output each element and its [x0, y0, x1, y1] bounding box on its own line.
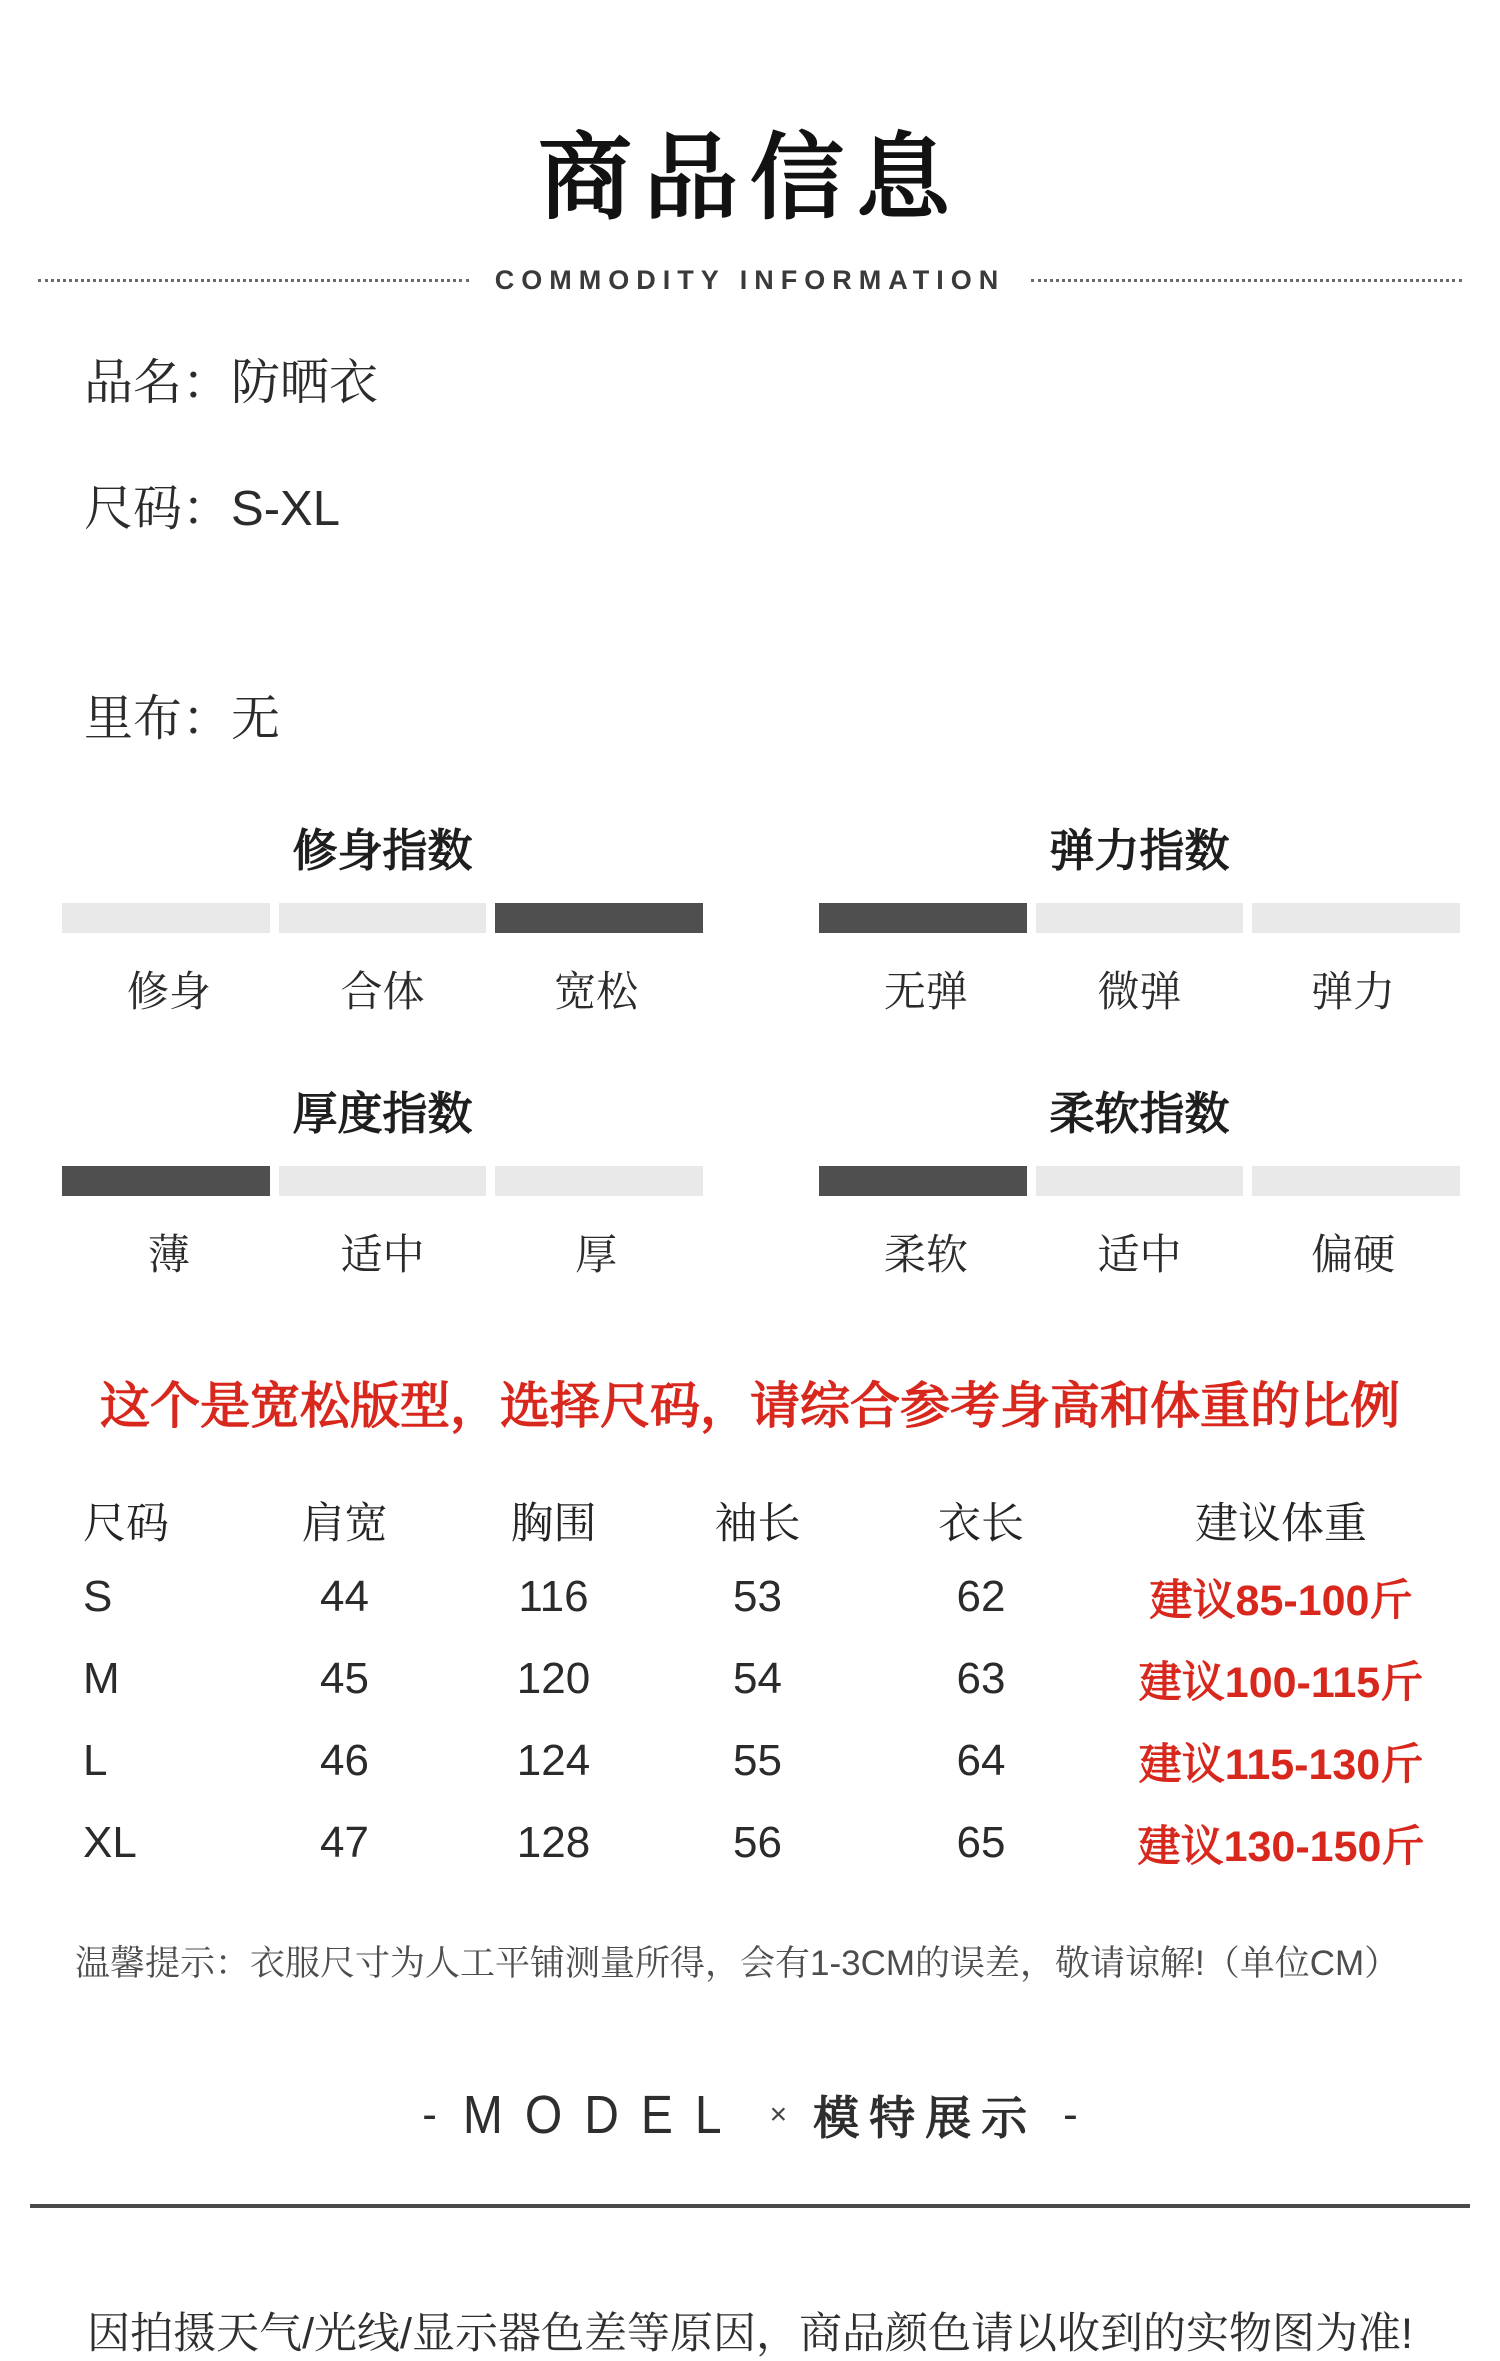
page-title: 商品信息: [537, 125, 962, 230]
product-size-row: [84, 470, 1500, 540]
page-subtitle: COMMODITY INFORMATION: [494, 265, 1006, 295]
size-cell: M: [83, 1654, 120, 1703]
fit-index-title: 修身指数: [292, 825, 473, 876]
sizing-notice: 这个是宽松版型，选择尺码，请综合参考身高和体重的比例: [100, 1378, 1400, 1434]
index-bar-segment: [1252, 1166, 1460, 1196]
index-bar-segment: [279, 1166, 487, 1196]
fit-index-group: [62, 814, 703, 1019]
index-bar-segment: [819, 903, 1027, 933]
column-header: 尺码: [83, 1499, 169, 1548]
index-label: 合体: [340, 968, 425, 1015]
product-name-value: 防晒衣: [231, 356, 379, 410]
table-row: [75, 1638, 1460, 1720]
index-bar-segment: [495, 903, 703, 933]
weight-suggestion-cell: 建议115-130斤: [1138, 1740, 1424, 1789]
page-header: [0, 0, 1500, 296]
softness-index-group: [819, 1077, 1460, 1282]
table-row: [75, 1720, 1460, 1802]
index-label: 柔软: [883, 1231, 968, 1278]
index-label: 弹力: [1311, 968, 1396, 1015]
times-separator: ×: [769, 2098, 788, 2131]
index-bar-segment: [495, 1166, 703, 1196]
index-label: 偏硬: [1311, 1231, 1396, 1278]
elasticity-index-group: [819, 814, 1460, 1019]
thickness-index-title: 厚度指数: [292, 1088, 473, 1139]
column-header: 袖长: [714, 1499, 801, 1548]
weight-suggestion-cell: 建议100-115斤: [1138, 1658, 1424, 1707]
weight-suggestion-cell: 建议85-100斤: [1149, 1576, 1413, 1625]
index-bar-segment: [1036, 1166, 1244, 1196]
product-name-label: 品名：: [84, 356, 232, 410]
length-cell: 64: [956, 1736, 1006, 1785]
model-heading-en: MODEL: [462, 2085, 744, 2145]
fit-index-bar: [62, 903, 703, 933]
softness-index-title: 柔软指数: [1049, 1088, 1230, 1139]
product-lining-label: 里布：: [84, 692, 232, 746]
elasticity-index-title: 弹力指数: [1049, 825, 1230, 876]
index-label: 适中: [1097, 1231, 1182, 1278]
size-cell: XL: [83, 1818, 137, 1867]
index-label: 微弹: [1097, 968, 1182, 1015]
softness-index-bar: [819, 1166, 1460, 1196]
shoulder-cell: 46: [320, 1736, 369, 1785]
table-row: [75, 1802, 1460, 1884]
bust-cell: 128: [516, 1818, 591, 1867]
dotted-divider-right: [1031, 279, 1462, 282]
index-label: 厚: [575, 1231, 618, 1278]
column-header: 衣长: [938, 1499, 1024, 1548]
sleeve-cell: 56: [733, 1818, 782, 1867]
index-bar-segment: [1252, 903, 1460, 933]
product-info-block: [0, 344, 1500, 750]
subtitle-row: [0, 265, 1500, 296]
product-name-row: [84, 344, 1500, 414]
index-bar-segment: [62, 903, 270, 933]
index-bar-segment: [279, 903, 487, 933]
softness-index-labels: [819, 1222, 1460, 1282]
bust-cell: 120: [516, 1654, 591, 1703]
column-header: 建议体重: [1195, 1499, 1367, 1548]
index-label: 无弹: [883, 968, 968, 1015]
bust-cell: 124: [516, 1736, 591, 1785]
index-label: 宽松: [554, 968, 639, 1015]
table-row: [75, 1556, 1460, 1638]
model-section-heading: [0, 2082, 1500, 2148]
index-bar-segment: [62, 1166, 270, 1196]
shoulder-cell: 47: [320, 1818, 369, 1867]
sleeve-cell: 53: [733, 1572, 782, 1621]
column-header: 肩宽: [301, 1499, 388, 1548]
index-label: 适中: [340, 1231, 425, 1278]
bust-cell: 116: [518, 1572, 589, 1621]
index-bar-segment: [819, 1166, 1027, 1196]
index-bar-segment: [1036, 903, 1244, 933]
shoulder-cell: 45: [320, 1654, 369, 1703]
thickness-index-group: [62, 1077, 703, 1282]
fit-index-labels: [62, 959, 703, 1019]
sleeve-cell: 55: [733, 1736, 782, 1785]
column-header: 胸围: [510, 1499, 597, 1548]
index-label: 薄: [147, 1231, 190, 1278]
index-section: [0, 814, 1500, 1282]
index-label: 修身: [126, 968, 211, 1015]
product-size-value: S-XL: [231, 482, 340, 536]
product-lining-row: [84, 680, 1500, 750]
size-cell: L: [83, 1736, 108, 1785]
sleeve-cell: 54: [733, 1654, 782, 1703]
size-cell: S: [83, 1572, 113, 1621]
length-cell: 63: [956, 1654, 1006, 1703]
size-table-header-row: [75, 1484, 1460, 1556]
product-lining-value: 无: [231, 692, 281, 746]
weight-suggestion-cell: 建议130-150斤: [1137, 1822, 1425, 1871]
product-size-label: 尺码：: [84, 482, 232, 536]
thickness-index-labels: [62, 1222, 703, 1282]
elasticity-index-labels: [819, 959, 1460, 1019]
length-cell: 62: [956, 1572, 1006, 1621]
thickness-index-bar: [62, 1166, 703, 1196]
measurement-tip: 温馨提示：衣服尺寸为人工平铺测量所得，会有1-3CM的误差，敬请谅解!（单位CM）: [75, 1944, 1400, 1983]
shoulder-cell: 44: [320, 1572, 369, 1621]
color-disclaimer-note: 因拍摄天气/光线/显示器色差等原因，商品颜色请以收到的实物图为准!: [87, 2310, 1413, 2358]
length-cell: 65: [956, 1818, 1006, 1867]
model-heading-zh: 模特展示: [813, 2092, 1038, 2144]
dash-decoration: -: [422, 2090, 437, 2139]
size-table: [0, 1484, 1500, 1884]
dotted-divider-left: [38, 279, 469, 282]
dash-decoration: -: [1063, 2090, 1078, 2139]
horizontal-divider: [30, 2204, 1470, 2208]
elasticity-index-bar: [819, 903, 1460, 933]
